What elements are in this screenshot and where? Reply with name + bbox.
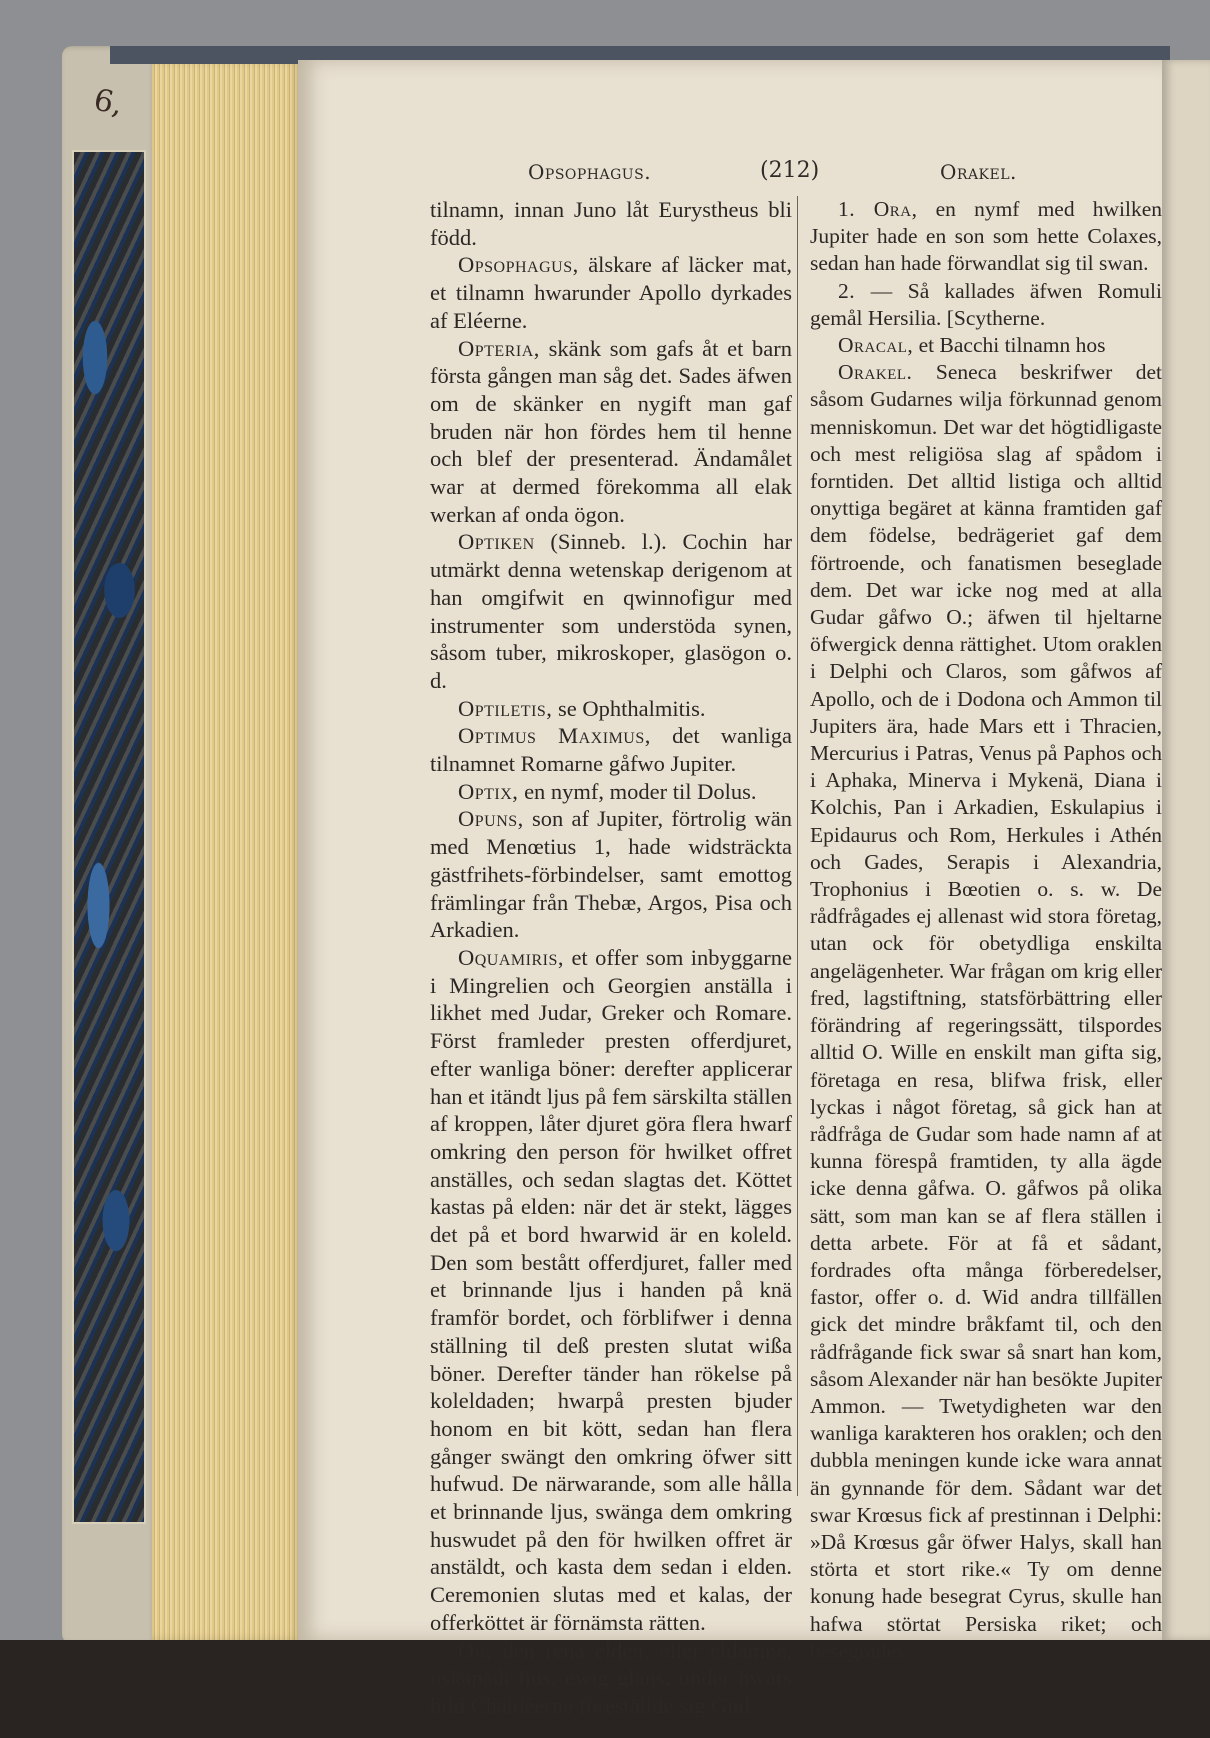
page-number: (212) — [760, 158, 820, 183]
page-edges — [152, 60, 302, 1640]
entry: 2. — Så kallades äfwen Romuli gemål Hersilia. [Scytherne. — [810, 278, 1162, 330]
marbled-endpaper — [72, 150, 146, 1524]
entry: Orakel. Seneca beskrifwer det såsom Gudarnes wilja förkunnad genom menniskomun. Det war det högtidligaste och mest religiösa slag af spådom i forntiden. Det alltid listiga och alltid onyttiga begäret at känna framtiden gaf dem födelse, bedrägeriet gaf dem förtroende, och fanatismen beseglade dem. Det war icke nog med at alla Gudar gåfwo O.; äfwen til hjeltarne öfwergick denna rättighet. Utom oraklen i Delphi och Claros, som gåfwos af Apollo, och de i Dodona och Ammon til Jupiters ära, hade Mars ett i Thracien, Mercurius i Patras, Venus på Paphos och i Aphaka, Minerva i Mykenä, Diana i Kolchis, Pan i Arkadien, Eskulapius i Epidaurus och Rom, Herkules i Athén och Gades, Serapis i Alexandria, Trophonius i Bœotien o. s. w. De rådfrågades ej allenast wid stora företag, utan ock för obetydliga enskilta angelägenheter. War frågan om krig eller fred, lagstiftning, statsförbättring eller förändring af regeringssätt, tilspordes alltid O. Wille en enskilt man gifta sig, företaga en resa, blifwa frisk, eller lyckas i något företag, så gick han at rådfråga de Gudar som hade namn af at kunna förespå framtiden, ty alla ägde icke denna gåfwa. O. gåfwos på olika sätt, som man kan se af flera ställen i detta arbete. För at få et sådant, fordrades ofta många förberedelser, fastor, offer o. d. Wid andra tillfällen gick det mindre bråkfamt til, och den rådfrågande fick swar så snart han kom, såsom Alexander när han besökte Jupiter Ammon. — Twetydigheten war den wanliga karakteren hos oraklen; och den dubbla meningen kunde icke wara annat än gynnande för dem. Sådant war det swar Krœsus fick af prestinnan i Delphi: »Då Krœsus går öfwer Halys, skall han störta et stort rike.« Ty om denne konung hade besegrat Cyrus, skulle han hafwa störtat Persiska riket; och besegrades — [810, 360, 1163, 1663]
entry: Opsophagus, älskare af läcker mat, et tilnamn hwarunder Apollo dyrkades af Eléerne. — [430, 252, 792, 333]
entry: Optimus Maximus, det wanliga tilnamnet Romarne gåfwo Jupiter. — [430, 723, 792, 777]
entry: Opteria, skänk som gafs åt et barn första gången man såg det. Sades äfwen om de skänker en nygift man gaf bruden när hon fördes hem til henne och blef der presenterad. Ändamålet war at dermed förekomma all elak werkan af onda ögon. — [430, 335, 792, 527]
running-head-left: Opsophagus. — [528, 160, 652, 184]
next-page-edge — [1162, 60, 1210, 1640]
entry: Oquamiris, et offer som inbyggarne i Mingrelien och Georgien anställa i likhet med Judar, Greker och Romare. Först framleder presten offerdjuret, efter wanliga böner: derefter applicerar han et itändt ljus på fem särskilta ställen af kroppen, låter djuret göra flera hwarf omkring den person för hwilket offret anställes, och sedan slagtas det. Köttet kastas på elden: när det är stekt, lägges det på et bord hwarwid är en koleld. Den som bestått offerdjuret, faller med et brinnande ljus i handen på knä framför bordet, och förblifwer i denna ställning til deß presten slutat wißa böner. Derefter tänder han rökelse på koleldaden; hwarpå presten bjuder honom en bit kött, sedan han flera gånger swängt den omkring öfwer sitt hufwud. De närwarande, som alle hålla et brinnande ljus, swänga dem omkring huswudet på den för hwilken offret är anstäldt, och kasta dem sedan i elden. Ceremonien slutas med et kalas, der offerköttet är förnämsta rätten. — [430, 944, 792, 1635]
entry: Optiletis, se Ophthalmitis. — [458, 695, 706, 721]
entry: Or, den rena elden, eller eldämne, oskapadt ljus, ewig glans, under hwars bild Chaldéerne föreställde sig Gud. — [430, 1637, 793, 1718]
entry: Oracal, et Bacchi tilnamn hos — [838, 333, 1106, 358]
left-column — [430, 196, 792, 1720]
handwritten-note: 6, — [90, 82, 126, 123]
right-column — [810, 196, 1162, 1665]
entry: Optix, en nymf, moder til Dolus. — [458, 778, 757, 804]
entry: Opuns, son af Jupiter, förtrolig wän med Menœtius 1, hade widsträckta gästfrihets-förbindelser, samt emottog främlingar från Thebæ, Argos, Pisa och Arkadien. — [430, 806, 793, 943]
entry: tilnamn, innan Juno låt Eurystheus bli född. — [430, 197, 792, 250]
column-divider — [797, 196, 798, 1496]
entry: 1. Ora, en nymf med hwilken Jupiter hade en son som hette Colaxes, sedan han hade förwandlat sig til swan. — [810, 197, 1162, 276]
running-head — [430, 158, 1050, 192]
entry: Optiken (Sinneb. l.). Cochin har utmärkt denna wetenskap derigenom at han omgifwit en qwinnofigur med instrumenter som understöda synen, såsom tuber, mikroskoper, glasögon o. d. — [430, 529, 793, 693]
running-head-right: Orakel. — [940, 160, 1017, 184]
